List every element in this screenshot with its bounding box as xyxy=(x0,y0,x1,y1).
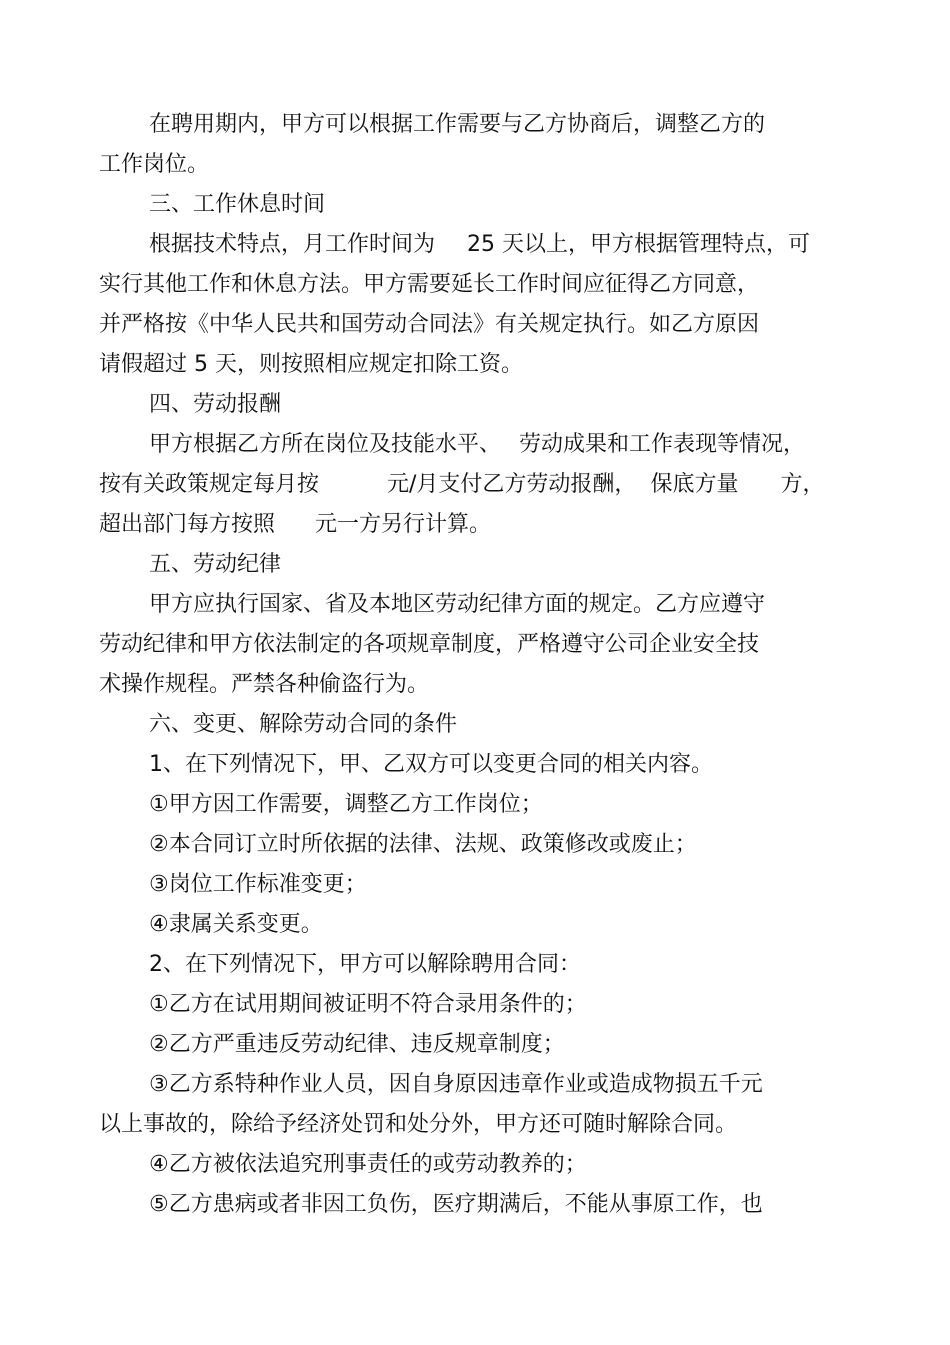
text-span: 根据技术特点，月工作时间为 xyxy=(149,232,436,257)
text-span: 甲方根据乙方所在岗位及技能水平、 xyxy=(149,432,502,457)
text-span: 方， xyxy=(780,472,825,497)
paragraph-line xyxy=(99,630,759,660)
text-span: 25 天以上，甲方根据管理特点，可 xyxy=(467,232,811,257)
text-span: ⑤乙方患病或者非因工负伤，医疗期满后，不能从事原工作，也 xyxy=(149,1192,763,1217)
text-span: 在聘用期内，甲方可以根据工作需要与乙方协商后，调整乙方的 xyxy=(149,112,766,137)
text-span: 术操作规程。严禁各种偷盗行为。 xyxy=(99,672,430,697)
text-span: 工作岗位。 xyxy=(99,152,210,177)
list-item xyxy=(149,1070,763,1100)
text-span: 甲方应执行国家、省及本地区劳动纪律方面的规定。乙方应遵守 xyxy=(149,592,766,617)
text-span: 按有关政策规定每月按 xyxy=(99,472,320,497)
text-span: ④乙方被依法追究刑事责任的或劳动教养的； xyxy=(149,1152,587,1177)
list-item xyxy=(149,1150,587,1180)
text-span: 劳动纪律和甲方依法制定的各项规章制度，严格遵守公司企业安全技 xyxy=(99,632,760,657)
text-span: ③乙方系特种作业人员，因自身原因违章作业或造成物损五千元 xyxy=(149,1072,763,1097)
paragraph-line xyxy=(99,1110,737,1140)
text-span: 五、劳动纪律 xyxy=(149,552,282,577)
text-span: 1、在下列情况下，甲、乙双方可以变更合同的相关内容。 xyxy=(149,752,713,777)
text-span: 2、在下列情况下，甲方可以解除聘用合同： xyxy=(149,952,581,977)
text-span: ①乙方在试用期间被证明不符合录用条件的； xyxy=(149,992,587,1017)
text-span: 实行其他工作和休息方法。甲方需要延长工作时间应征得乙方同意， xyxy=(99,272,760,297)
list-item xyxy=(149,990,587,1020)
text-span: 元/月支付乙方劳动报酬， xyxy=(387,472,637,497)
paragraph-line xyxy=(99,350,523,380)
text-span: 请假超过 5 天，则按照相应规定扣除工资。 xyxy=(99,352,523,377)
paragraph-line xyxy=(149,110,765,140)
list-item xyxy=(149,910,323,940)
text-span: 超出部门每方按照 xyxy=(99,512,276,537)
list-item xyxy=(149,830,697,860)
text-span: 六、变更、解除劳动合同的条件 xyxy=(149,712,458,737)
text-span: 四、劳动报酬 xyxy=(149,392,282,417)
text-span: 保底方量 xyxy=(650,472,739,497)
list-item xyxy=(149,1190,763,1220)
text-span: ③岗位工作标准变更； xyxy=(149,872,367,897)
paragraph-line xyxy=(99,310,759,340)
section-heading xyxy=(149,390,281,420)
text-span: ④隶属关系变更。 xyxy=(149,912,323,937)
section-heading xyxy=(149,710,457,740)
paragraph-line xyxy=(149,590,765,620)
paragraph-line xyxy=(99,150,209,180)
text-span: 劳动成果和工作表现等情况， xyxy=(519,432,806,457)
paragraph-line xyxy=(99,270,759,300)
paragraph-line xyxy=(99,470,824,500)
paragraph-line xyxy=(149,750,713,780)
paragraph-line xyxy=(149,950,581,980)
list-item xyxy=(149,1030,565,1060)
paragraph-line xyxy=(149,230,810,260)
list-item xyxy=(149,870,367,900)
list-item xyxy=(149,790,543,820)
text-span: 并严格按《中华人民共和国劳动合同法》有关规定执行。如乙方原因 xyxy=(99,312,760,337)
text-span: ②乙方严重违反劳动纪律、违反规章制度； xyxy=(149,1032,565,1057)
text-span: ②本合同订立时所依据的法律、法规、政策修改或废止； xyxy=(149,832,697,857)
text-span: 以上事故的，除给予经济处罚和处分外，甲方还可随时解除合同。 xyxy=(99,1112,738,1137)
section-heading xyxy=(149,550,281,580)
section-heading xyxy=(149,190,325,220)
text-span: ①甲方因工作需要，调整乙方工作岗位； xyxy=(149,792,543,817)
paragraph-line xyxy=(149,430,805,460)
text-span: 三、工作休息时间 xyxy=(149,192,326,217)
paragraph-line xyxy=(99,670,429,700)
paragraph-line xyxy=(99,510,491,540)
text-span: 元一方另行计算。 xyxy=(315,512,492,537)
